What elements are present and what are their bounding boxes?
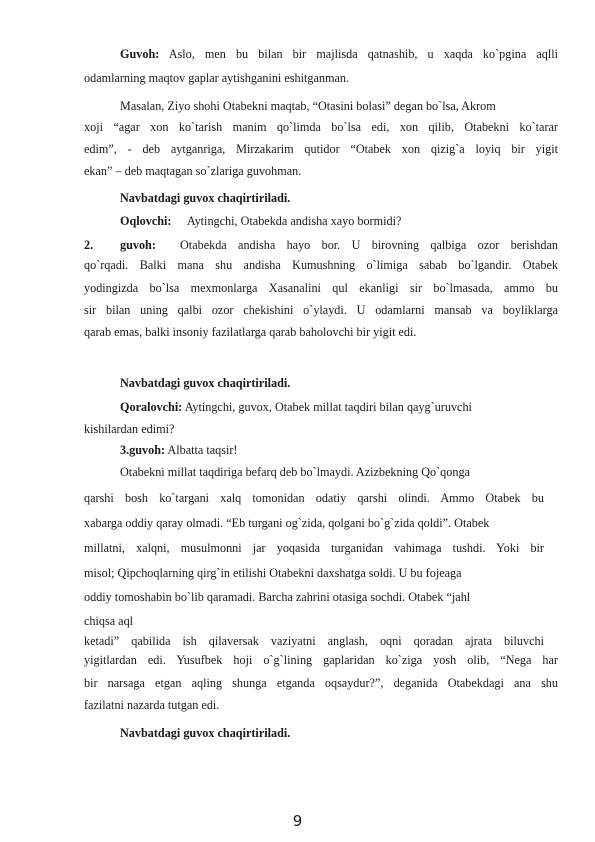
speaker-label: Guvoh: (120, 47, 160, 61)
next-witness-heading: Navbatdagi guvox chaqirtiriladi. (120, 376, 291, 390)
para3-line1: Otabekda andisha hayo bor. U birovning qalbiga ozor berishdan (180, 238, 558, 252)
answer-line (120, 442, 237, 458)
para3-line3: yodingizda bo`lsa mexmonlarga Xasanalini qul ekanligi sir bo`lmasada, ammo bu (84, 281, 558, 295)
para3-line4: sir bilan uning qalbi ozor chekishini o`ylaydi. U odamlarni mansab va boyliklarga (84, 303, 558, 317)
para4-line3: xabarga oddiy qaray olmadi. “Eb turgani og`zida, qolgani bo`g`zida qoldi”. Otabek (84, 516, 490, 530)
speaker-label: Qoralovchi: (120, 400, 183, 414)
para4-line4: millatni, xalqni, musulmonni jar yoqasida turganidan vahimaga tushdi. Yoki bir (84, 541, 544, 555)
para1-text: Aslo, men bu bilan bir majlisda qatnashib, u xaqda ko`pgina aqlli (168, 47, 558, 61)
para3-line2: qo`rqadi. Balki mana shu andisha Kumushning o`limiga sabab bo`lgandir. Otabek (84, 258, 558, 272)
para4-line10: bir narsaga etgan aqling shunga etganda oqsaydur?”, deganida Otabekdagi ana shu (84, 676, 558, 690)
speaker-label: Oqlovchi: (120, 214, 172, 228)
para4-line8: ketadi” qabilida ish qilaversak vaziyatni anglash, oqni qoradan ajrata biluvchi (84, 634, 544, 648)
para1-line1 (120, 46, 558, 62)
speaker-label: 3.guvoh: (120, 443, 166, 457)
question-line2: kishilardan edimi? (84, 422, 175, 436)
next-witness-heading: Navbatdagi guvox chaqirtiriladi. (120, 726, 291, 740)
para2-line1: Masalan, Ziyo shohi Otabekni maqtab, “Otasini bolasi” degan bo`lsa, Akrom (120, 99, 496, 113)
speaker-label: guvoh: (120, 238, 156, 252)
para4-line2: qarshi bosh ko`targani xalq tomonidan odatiy qarshi olindi. Ammo Otabek bu (84, 491, 544, 505)
question-text: Aytingchi, guvox, Otabek millat taqdiri bilan qayg`uruvchi (184, 400, 472, 414)
para4-line9: yigitlardan edi. Yusufbek hoji o`g`lining gaplaridan ko`ziga yosh olib, “Nega har (84, 653, 558, 667)
witness-number: 2. (84, 238, 94, 252)
para4-line6: oddiy tomoshabin bo`lib qaramadi. Barcha zahrini otasiga sochdi. Otabek “jahl (84, 590, 471, 604)
next-witness-heading: Navbatdagi guvox chaqirtiriladi. (120, 191, 291, 205)
question-line (120, 213, 401, 229)
para3-line5: qarab emas, balki insoniy fazilatlarga qarab baholovchi bir yigit edi. (84, 325, 417, 339)
page-number: 9 (292, 812, 303, 830)
para1-line2: odamlarning maqtov gaplar aytishganini eshitganman. (84, 71, 350, 85)
para4-line11: fazilatni nazarda tutgan edi. (84, 698, 220, 712)
para2-line3: edim”, - deb aytganriga, Mirzakarim qutidor “Otabek xon qizig`a loyiq bir yigit (84, 142, 558, 156)
para4-line1: Otabekni millat taqdiriga befarq deb bo`lmaydi. Azizbekning Qo`qonga (120, 465, 470, 479)
question-text: Aytingchi, Otabekda andisha xayo bormidi? (186, 214, 402, 228)
answer-text: Albatta taqsir! (167, 443, 238, 457)
question-line (120, 399, 472, 415)
para2-line4: ekan” – deb maqtagan so`zlariga guvohman. (84, 164, 302, 178)
para4-line7: chiqsa aql (84, 614, 134, 628)
para4-line5: misol; Qipchoqlarning qirg`in etilishi Otabekni daxshatga soldi. U bu fojeaga (84, 566, 462, 580)
para2-line2: xoji “agar xon ko`tarish manim qo`limda bo`lsa edi, xon qilib, Otabekni ko`tarar (84, 120, 558, 134)
